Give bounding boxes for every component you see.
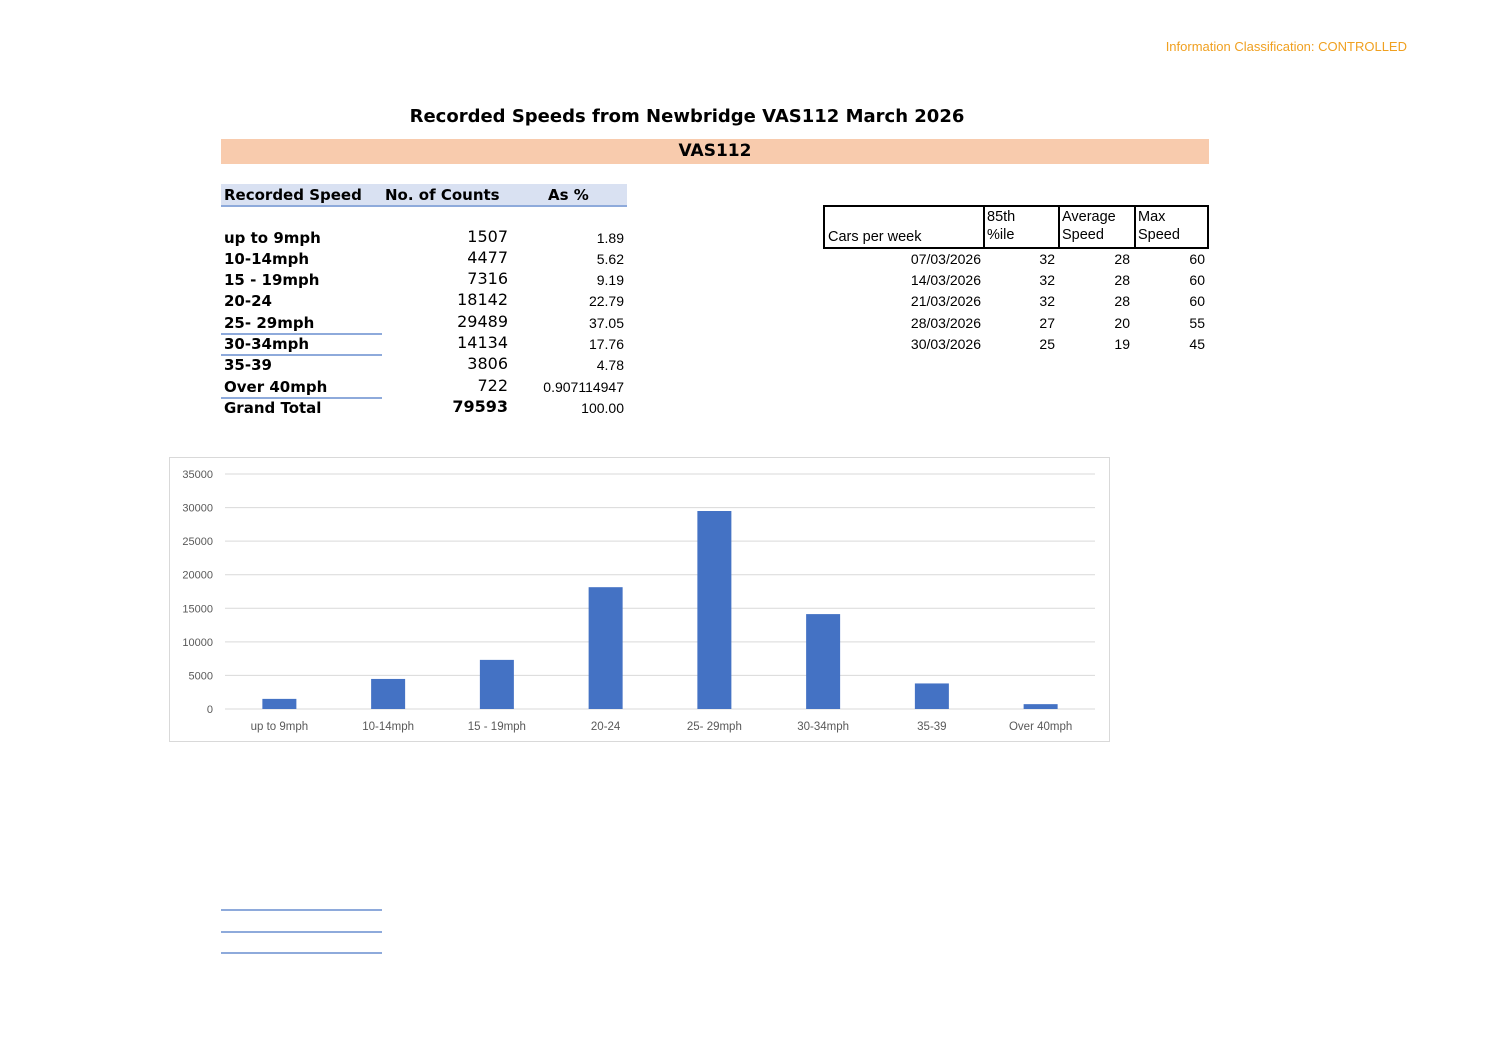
week-average: 28: [1114, 272, 1130, 288]
table-row: [221, 227, 627, 248]
week-85th: 32: [1039, 272, 1055, 288]
blank-rule: [221, 909, 382, 911]
week-85th: 32: [1039, 293, 1055, 309]
bar: [262, 699, 296, 709]
row-percent: 37.05: [588, 315, 624, 331]
week-max: 45: [1189, 336, 1205, 352]
week-max: 60: [1189, 293, 1205, 309]
grand-total-percent: 100.00: [581, 400, 624, 416]
classification-label: Information Classification: CONTROLLED: [1165, 39, 1407, 54]
weekly-table-header: [823, 205, 1209, 249]
week-max: 60: [1189, 251, 1205, 267]
header-divider: [983, 207, 985, 247]
header-divider: [1134, 207, 1136, 247]
week-date: 14/03/2026: [910, 272, 981, 288]
row-count: 18142: [457, 290, 508, 309]
week-date: 21/03/2026: [910, 293, 981, 309]
bar: [589, 587, 623, 709]
y-tick-label: 25000: [182, 536, 213, 549]
weekly-row: [823, 291, 1209, 312]
bar: [1024, 704, 1058, 709]
week-max: 55: [1189, 315, 1205, 331]
y-tick-label: 5000: [188, 670, 213, 683]
row-count: 4477: [467, 248, 508, 267]
y-tick-label: 15000: [182, 603, 213, 616]
row-count: 7316: [467, 269, 508, 288]
x-tick-label: up to 9mph: [250, 721, 309, 733]
x-tick-label: 10-14mph: [362, 721, 415, 733]
row-percent: 0.907114947: [543, 379, 624, 395]
week-average: 20: [1114, 315, 1130, 331]
table-row: [221, 269, 627, 290]
weekly-row: [823, 249, 1209, 270]
table-row: [221, 248, 627, 269]
table-row: [221, 312, 627, 333]
speed-bar-chart: [169, 457, 1110, 742]
row-label: Over 40mph: [224, 378, 328, 396]
week-85th: 27: [1039, 315, 1055, 331]
bar: [371, 679, 405, 709]
header-average-speed: Average Speed: [1062, 209, 1116, 243]
y-tick-label: 0: [206, 704, 213, 716]
row-label: 15 - 19mph: [224, 271, 320, 289]
table-row: [221, 290, 627, 311]
row-count: 14134: [457, 333, 508, 352]
week-max: 60: [1189, 272, 1205, 288]
week-date: 28/03/2026: [910, 315, 981, 331]
grand-total-count: 79593: [452, 397, 508, 416]
row-percent: 5.62: [596, 251, 624, 267]
y-tick-label: 10000: [182, 636, 213, 649]
grand-total-row: [221, 397, 627, 418]
row-percent: 22.79: [588, 293, 624, 309]
x-tick-label: Over 40mph: [1008, 721, 1073, 733]
header-count: No. of Counts: [385, 186, 500, 204]
row-label: 35-39: [224, 356, 272, 374]
x-tick-label: 15 - 19mph: [467, 721, 526, 733]
weekly-row: [823, 313, 1209, 334]
chart-svg: [170, 458, 1111, 743]
row-label: 25- 29mph: [224, 314, 315, 332]
blank-rule: [221, 952, 382, 954]
week-average: 28: [1114, 251, 1130, 267]
page-title: Recorded Speeds from Newbridge VAS112 March 2026: [409, 106, 965, 127]
header-85th-percentile: 85th %ile: [987, 209, 1016, 243]
table-row: [221, 333, 627, 354]
week-85th: 25: [1039, 336, 1055, 352]
x-tick-label: 20-24: [590, 721, 621, 733]
week-average: 19: [1114, 336, 1130, 352]
row-label: 20-24: [224, 292, 272, 310]
week-date: 30/03/2026: [910, 336, 981, 352]
bar: [915, 683, 949, 709]
table-row: [221, 354, 627, 375]
row-count: 3806: [467, 354, 508, 373]
x-tick-label: 30-34mph: [797, 721, 850, 733]
row-percent: 17.76: [588, 336, 624, 352]
row-count: 1507: [467, 227, 508, 246]
bar: [806, 614, 840, 709]
y-tick-label: 35000: [182, 469, 213, 481]
x-tick-label: 35-39: [917, 721, 947, 733]
blank-rule: [221, 931, 382, 933]
row-label: up to 9mph: [224, 229, 321, 247]
row-count: 722: [477, 376, 508, 395]
week-date: 07/03/2026: [910, 251, 981, 267]
bar: [480, 660, 514, 709]
header-max-speed: Max Speed: [1138, 209, 1180, 243]
row-percent: 4.78: [596, 357, 624, 373]
row-label: 10-14mph: [224, 250, 310, 268]
header-percent: As %: [548, 186, 589, 204]
y-tick-label: 30000: [182, 502, 213, 515]
header-cars-per-week: Cars per week: [828, 229, 922, 245]
header-recorded-speed: Recorded Speed: [224, 186, 362, 204]
row-percent: 1.89: [596, 230, 624, 246]
table-row: [221, 376, 627, 397]
bar: [697, 511, 731, 709]
row-percent: 9.19: [596, 272, 624, 288]
y-tick-label: 20000: [182, 569, 213, 582]
grand-total-label: Grand Total: [224, 399, 322, 417]
row-label: 30-34mph: [224, 335, 310, 353]
x-tick-label: 25- 29mph: [686, 721, 742, 733]
weekly-row: [823, 334, 1209, 355]
header-divider: [1058, 207, 1060, 247]
week-average: 28: [1114, 293, 1130, 309]
row-count: 29489: [457, 312, 508, 331]
week-85th: 32: [1039, 251, 1055, 267]
site-banner: VAS112: [221, 139, 1209, 164]
speed-table-header: [221, 184, 627, 207]
weekly-row: [823, 270, 1209, 291]
